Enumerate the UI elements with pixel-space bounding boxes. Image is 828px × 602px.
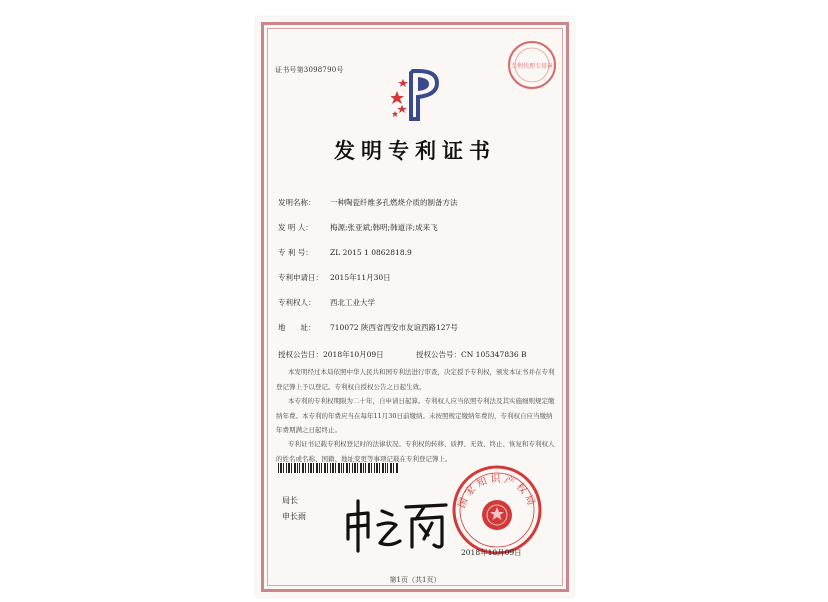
certificate-paper — [256, 17, 574, 597]
field-label: 发 明 人： — [278, 223, 313, 232]
svg-text:国家知识产权局: 国家知识产权局 — [456, 474, 538, 510]
field-patentee — [278, 297, 375, 308]
field-value: ZL 2015 1 0862818.9 — [330, 248, 412, 257]
field-value: 710072 陕西省西安市友谊西路127号 — [330, 323, 458, 332]
svg-text:专利代理专用章: 专利代理专用章 — [510, 63, 554, 70]
field-address — [278, 322, 458, 333]
paragraph-term: 本专利的专利权期限为二十年，自申请日起算。专利权人应当依照专利法及其实施细则规定缴纳年费。本专利的年费应当在每年11月30日前缴纳。未按照规定缴纳年费的，专利权自应当缴纳年费期满之日起终止。 — [276, 397, 555, 434]
field-label: 发明名称： — [278, 198, 316, 207]
field-inventors — [278, 222, 438, 233]
page-number: 第1页（共1页） — [389, 576, 441, 584]
paragraph-grant: 本发明经过本局依照中华人民共和国专利法进行审查，决定授予专利权，颁发本证书并在专利登记簿上予以登记。专利权自授权公告之日起生效。 — [276, 368, 555, 391]
seal-date: 2018年10月09日 — [461, 548, 522, 557]
field-label: 专利权人： — [278, 298, 316, 307]
field-patent-number — [278, 247, 412, 258]
field-value: 梅源;张亚斌;韩明;韩道洋;成来飞 — [330, 223, 438, 232]
director-signature — [342, 495, 452, 557]
field-label: 地 址： — [278, 323, 316, 332]
field-label: 专利申请日： — [278, 273, 323, 282]
barcode — [278, 463, 398, 473]
director-title: 局长 — [282, 496, 298, 505]
field-value: 西北工业大学 — [330, 298, 375, 307]
field-invention-name — [278, 197, 458, 208]
certificate-title: 发明专利证书 — [334, 139, 496, 163]
director-name: 申长雨 — [282, 512, 306, 521]
grant-number: 授权公告号：CN 105347836 B — [416, 350, 527, 359]
agency-stamp — [506, 39, 558, 91]
official-seal — [450, 463, 544, 557]
grant-date: 授权公告日：2018年10月09日 — [278, 350, 384, 359]
paragraph-status: 专利证书记载专利权登记时的法律状况。专利权的转移、质押、无效、终止、恢复和专利权人的姓名或名称、国籍、地址变更等事项记载在专利登记簿上。 — [276, 440, 555, 463]
field-value: 2015年11月30日 — [330, 273, 391, 282]
patent-office-logo-icon — [391, 67, 443, 125]
field-value: 一种陶瓷纤维多孔燃烧介质的制备方法 — [330, 198, 458, 207]
certificate-number: 证书号第3098790号 — [275, 66, 344, 74]
field-application-date — [278, 272, 391, 283]
field-label: 专 利 号： — [278, 248, 313, 257]
